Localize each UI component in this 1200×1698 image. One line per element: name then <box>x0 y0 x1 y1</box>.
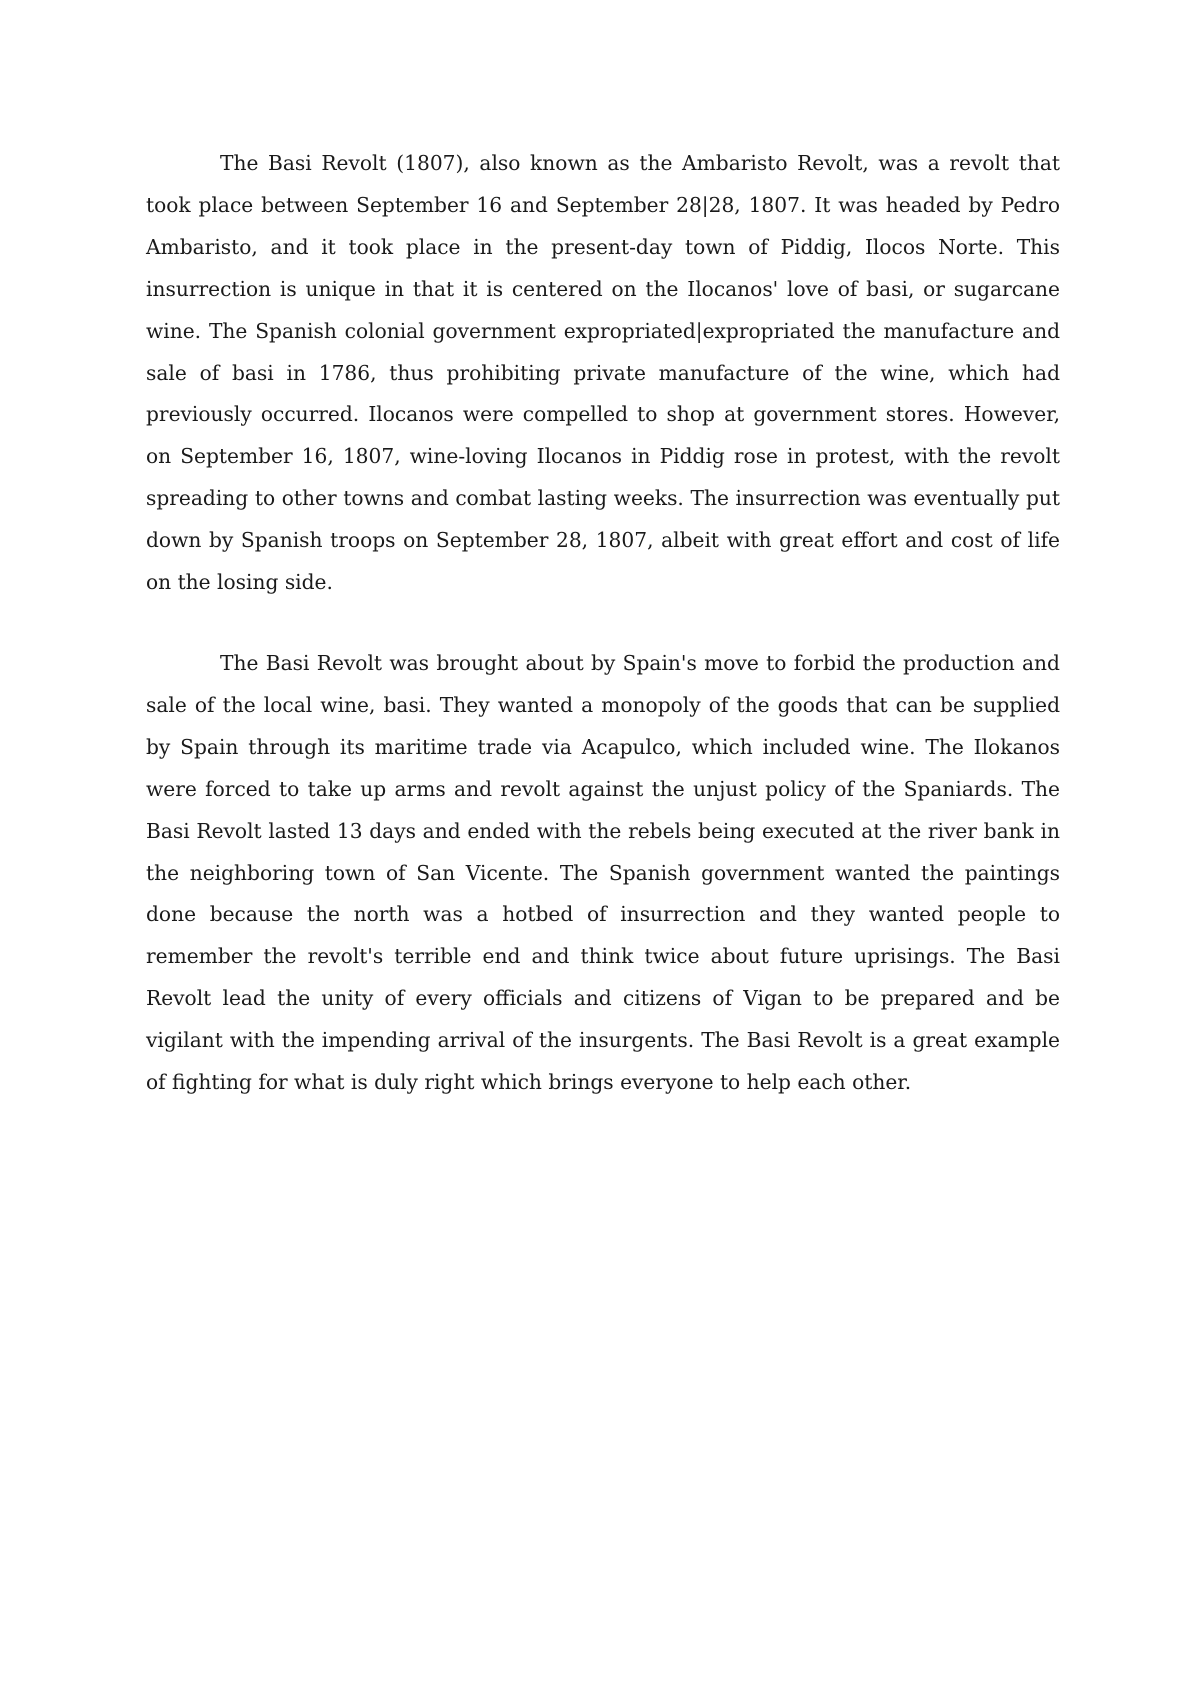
document-body <box>146 143 1060 1104</box>
paragraph-basi-revolt-causes: The Basi Revolt was brought about by Spain's move to forbid the production and sale of the local wine, basi. They wanted a monopoly of the goods that can be supplied by Spain through its maritime trade via Acapulco, which included wine. The Ilokanos were forced to take up arms and revolt against the unjust policy of the Spaniards. The Basi Revolt lasted 13 days and ended with the rebels being executed at the river bank in the neighboring town of San Vicente. The Spanish government wanted the paintings done because the north was a hotbed of insurrection and they wanted people to remember the revolt's terrible end and think twice about future uprisings. The Basi Revolt lead the unity of every officials and citizens of Vigan to be prepared and be vigilant with the impending arrival of the insurgents. The Basi Revolt is a great example of fighting for what is duly right which brings everyone to help each other. <box>146 650 1060 1095</box>
paragraph-basi-revolt-overview: The Basi Revolt (1807), also known as the Ambaristo Revolt, was a revolt that took place between September 16 and September 28|28, 1807. It was headed by Pedro Ambaristo, and it took place in the present-day town of Piddig, Ilocos Norte. This insurrection is unique in that it is centered on the Ilocanos' love of basi, or sugarcane wine. The Spanish colonial government expropriated|expropriated the manufacture and sale of basi in 1786, thus prohibiting private manufacture of the wine, which had previously occurred. Ilocanos were compelled to shop at government stores. However, on September 16, 1807, wine-loving Ilocanos in Piddig rose in protest, with the revolt spreading to other towns and combat lasting weeks. The insurrection was eventually put down by Spanish troops on September 28, 1807, albeit with great effort and cost of life on the losing side. <box>146 151 1060 595</box>
